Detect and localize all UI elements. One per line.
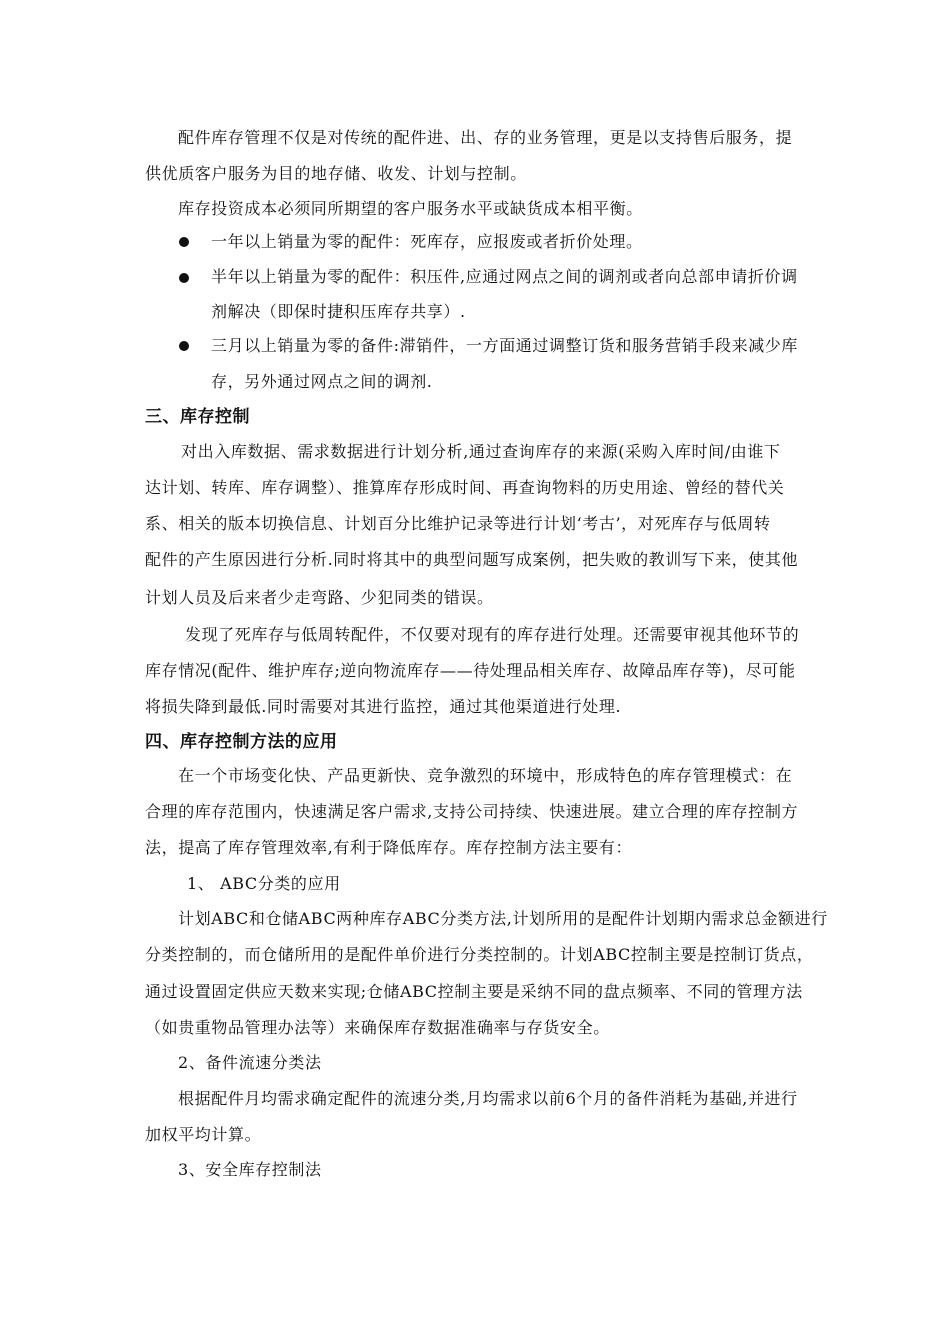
paragraph-line: （如贵重物品管理办法等）来确保库存数据准确率与存货安全。 bbox=[145, 1018, 610, 1037]
bullet-item-text: 一年以上销量为零的配件：死库存，应报废或者折价处理。 bbox=[211, 232, 643, 251]
paragraph-line: 在一个市场变化快、产品更新快、竞争激烈的环境中，形成特色的库存管理模式：在 bbox=[178, 766, 793, 785]
paragraph-line: 加权平均计算。 bbox=[145, 1125, 262, 1144]
bullet-icon bbox=[179, 237, 189, 247]
paragraph-line: 根据配件月均需求确定配件的流速分类,月均需求以前6个月的备件消耗为基础,并进行 bbox=[178, 1089, 798, 1108]
bullet-item-text: 半年以上销量为零的配件：积压件,应通过网点之间的调剂或者向总部申请折价调 bbox=[211, 267, 798, 286]
paragraph-line: 达计划、转库、库存调整）、推算库存形成时间、再查询物料的历史用途、曾经的替代关 bbox=[145, 478, 785, 497]
paragraph-line: 分类控制的，而仓储所用的是配件单价进行分类控制的。计划ABC控制主要是控制订货点， bbox=[145, 945, 814, 964]
paragraph-line: 将损失降到最低.同时需要对其进行监控，通过其他渠道进行处理. bbox=[145, 697, 622, 716]
intro-paragraph-line: 库存投资成本必须同所期望的客户服务水平或缺货成本相平衡。 bbox=[178, 199, 643, 218]
paragraph-line: 法，提高了库存管理效率,有利于降低库存。库存控制方法主要有： bbox=[145, 838, 633, 857]
paragraph-line: 通过设置固定供应天数来实现;仓储ABC控制主要是采纳不同的盘点频率、不同的管理方法 bbox=[145, 982, 803, 1001]
bullet-icon bbox=[179, 341, 189, 351]
paragraph-line: 库存情况(配件、维护库存;逆向物流库存——待处理品相关库存、故障品库存等)，尽可能 bbox=[145, 661, 796, 680]
paragraph-line: 发现了死库存与低周转配件，不仅要对现有的库存进行处理。还需要审视其他环节的 bbox=[185, 625, 800, 644]
bullet-item-text: 剂解决（即保时捷积压库存共享）. bbox=[211, 302, 466, 321]
section-heading: 三、库存控制 bbox=[145, 407, 250, 427]
subsection-title: 3、安全库存控制法 bbox=[178, 1160, 322, 1179]
paragraph-line: 计划ABC和仓储ABC两种库存ABC分类方法,计划所用的是配件计划期内需求总金额进行 bbox=[178, 909, 828, 928]
bullet-item-text: 存，另外通过网点之间的调剂. bbox=[211, 372, 433, 391]
subsection-title: 2、备件流速分类法 bbox=[178, 1053, 322, 1072]
bullet-item-text: 三月以上销量为零的备件:滞销件，一方面通过调整订货和服务营销手段来减少库 bbox=[211, 336, 798, 355]
paragraph-line: 合理的库存范围内，快速满足客户需求,支持公司持续、快速进展。建立合理的库存控制方 bbox=[145, 802, 799, 821]
paragraph-line: 系、相关的版本切换信息、计划百分比维护记录等进行计划‘考古’，对死库存与低周转 bbox=[145, 514, 771, 533]
paragraph-line: 计划人员及后来者少走弯路、少犯同类的错误。 bbox=[145, 588, 494, 607]
section-heading: 四、库存控制方法的应用 bbox=[145, 732, 338, 752]
intro-paragraph-line: 供优质客户服务为目的地存储、收发、计划与控制。 bbox=[145, 164, 527, 183]
subsection-title: 1、 ABC分类的应用 bbox=[187, 874, 341, 893]
intro-paragraph-line: 配件库存管理不仅是对传统的配件进、出、存的业务管理，更是以支持售后服务，提 bbox=[178, 128, 793, 147]
paragraph-line: 配件的产生原因进行分析.同时将其中的典型问题写成案例，把失败的教训写下来，使其他 bbox=[145, 550, 799, 569]
bullet-icon bbox=[179, 273, 189, 283]
paragraph-line: 对出入库数据、需求数据进行计划分析,通过查询库存的来源(采购入库时间/由谁下 bbox=[181, 442, 781, 461]
